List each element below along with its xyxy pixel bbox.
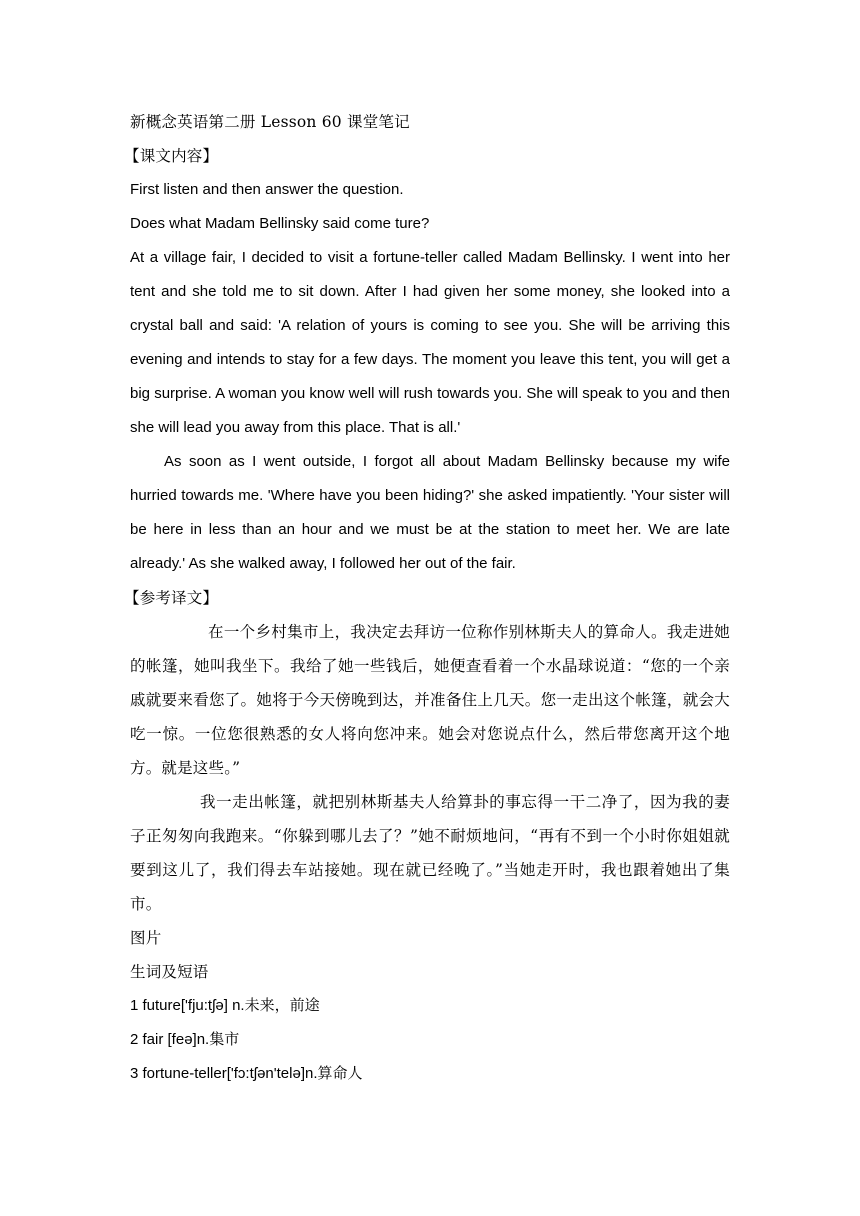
document-title: 新概念英语第二册 Lesson 60 课堂笔记 [130,113,410,131]
text-paragraph-2: As soon as I went outside, I forgot all about Madam Bellinsky because my wife hurried towards me. 'Where have you been hiding?' she asked impatiently. 'Your sister will be here in less than an hour and we must be at the station to meet her. We are late already.' As she walked away, I followed her out of the fair. [130,453,730,572]
vocab-item-3: 3 fortune-teller['fɔ:tʃən'telə]n.算命人 [130,1065,363,1082]
instruction-line: First listen and then answer the question. [130,181,404,198]
question-line: Does what Madam Bellinsky said come ture? [130,215,430,232]
picture-label: 图片 [130,929,162,947]
section-heading-text: 【课文内容】 [124,147,219,165]
vocab-item-1: 1 future['fju:tʃə] n.未来，前途 [130,997,320,1014]
translation-paragraph-1: 在一个乡村集市上，我决定去拜访一位称作别林斯夫人的算命人。我走进她的帐篷，她叫我坐下。我给了她一些钱后，她便查看着一个水晶球说道：“您的一个亲戚就要来看您了。她将于今天傍晚到达，并准备住上几天。您一走出这个帐篷，就会大吃一惊。一位您很熟悉的女人将向您冲来。她会对您说点什么，然后带您离开这个地方。就是这些。” [130,623,730,777]
text-paragraph-1: At a village fair, I decided to visit a fortune-teller called Madam Bellinsky. I went into her tent and she told me to sit down. After I had given her some money, she looked into a crystal ball and said: 'A relation of yours is coming to see you. She will be arriving this evening and intends to stay for a few days. The moment you leave this tent, you will get a big surprise. A woman you know well will rush towards you. She will speak to you and then she will lead you away from this place. That is all.' [130,249,730,436]
translation-paragraph-2: 我一走出帐篷，就把别林斯基夫人给算卦的事忘得一干二净了，因为我的妻子正匆匆向我跑来。“你躲到哪儿去了？”她不耐烦地问，“再有不到一个小时你姐姐就要到这儿了，我们得去车站接她。现在就已经晚了。”当她走开时，我也跟着她出了集市。 [130,793,730,913]
vocab-item-2: 2 fair [feə]n.集市 [130,1031,240,1048]
vocab-heading: 生词及短语 [130,963,209,981]
section-heading-translation: 【参考译文】 [124,589,219,607]
document-page [124,105,730,1091]
